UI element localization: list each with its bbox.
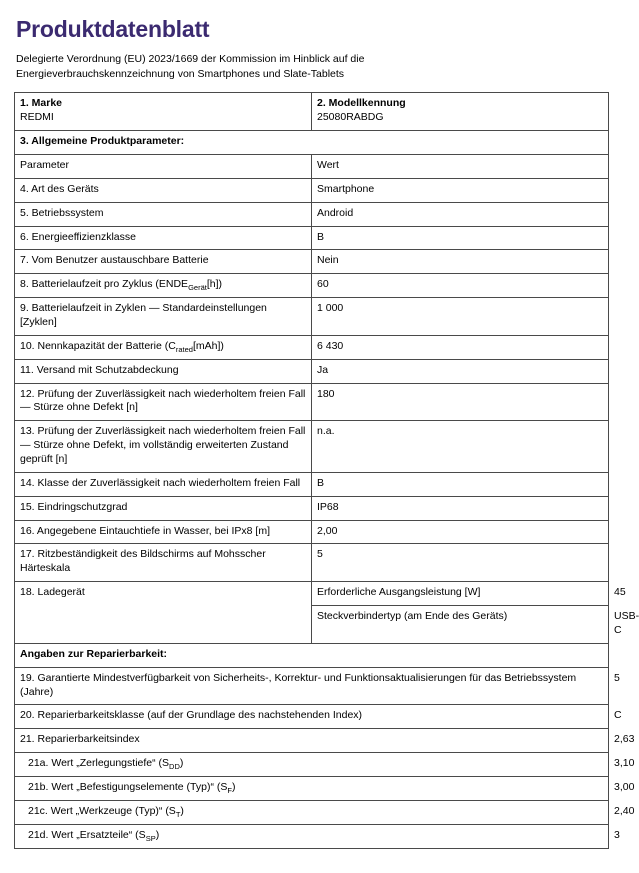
row-value: Android <box>312 202 609 226</box>
model-cell <box>312 93 609 131</box>
row-value: 6 430 <box>312 335 609 359</box>
table-row <box>15 383 609 421</box>
table-row-charger-connector: Steckverbindertyp (am Ende des Geräts) USB-C <box>15 606 609 644</box>
table-row-section-general <box>15 131 609 155</box>
table-row <box>15 359 609 383</box>
row-label: 10. Nennkapazität der Batterie $(C_{rated}[mAh])$ <box>15 335 312 359</box>
product-data-table <box>14 92 639 848</box>
row-label: 19. Garantierte Mindestverfügbarkeit von Sicherheits-, Korrektur- und Funktionsaktualisierungen für das Betriebssystem (Jahre) <box>15 667 609 705</box>
charger-sub-label: Erforderliche Ausgangsleistung [W] <box>312 582 609 606</box>
row-value: 180 <box>312 383 609 421</box>
table-row <box>15 178 609 202</box>
row-value: 60 <box>312 274 609 298</box>
table-row <box>15 202 609 226</box>
row-value: 2,00 <box>312 520 609 544</box>
section-repair-header: Angaben zur Reparierbarkeit: <box>15 643 609 667</box>
column-header-parameter: Parameter <box>15 155 312 179</box>
row-label: 5. Betriebssystem <box>15 202 312 226</box>
table-row-column-headers <box>15 155 609 179</box>
row-label: 11. Versand mit Schutzabdeckung <box>15 359 312 383</box>
row-label: 21a. Wert „Zerlegungstiefe“ $(S_{DD})$ <box>15 753 609 777</box>
regulation-subtitle: Delegierte Verordnung (EU) 2023/1669 der Kommission im Hinblick auf die Energieverbrauchskennzeichnung von Smartphones und Slate-Tablets <box>16 53 365 81</box>
table-row <box>15 421 609 473</box>
row-label: 21b. Wert „Befestigungselemente (Typ)“ $(S_F)$ <box>15 776 609 800</box>
brand-cell <box>15 93 312 131</box>
row-label: 20. Reparierbarkeitsklasse (auf der Grundlage des nachstehenden Index) <box>15 705 609 729</box>
row-label: 13. Prüfung der Zuverlässigkeit nach wiederholtem freien Fall — Stürze ohne Defekt, im vollständig erweiterten Zustand geprüft [n] <box>15 421 312 473</box>
row-value: Ja <box>312 359 609 383</box>
table-row: 21b. Wert „Befestigungselemente (Typ)“ $(S_F)$ 3,00 <box>15 776 609 800</box>
row-label: 6. Energieeffizienzklasse <box>15 226 312 250</box>
table-body <box>15 93 639 848</box>
table-row <box>15 335 609 359</box>
table-row <box>15 226 609 250</box>
charger-label: 18. Ladegerät <box>15 582 312 644</box>
row-value: Nein <box>312 250 609 274</box>
row-label: 7. Vom Benutzer austauschbare Batterie <box>15 250 312 274</box>
row-label: 21d. Wert „Ersatzteile“ $(S_{SP})$ <box>15 824 609 848</box>
row-label: 8. Batterielaufzeit pro Zyklus $(ENDE_{Gerät}[h])$ <box>15 274 312 298</box>
table-row <box>15 298 609 336</box>
row-value: IP68 <box>312 496 609 520</box>
row-label: 9. Batterielaufzeit in Zyklen — Standardeinstellungen [Zyklen] <box>15 298 312 336</box>
row-label: 16. Angegebene Eintauchtiefe in Wasser, bei IPx8 [m] <box>15 520 312 544</box>
row-label: 12. Prüfung der Zuverlässigkeit nach wiederholtem freien Fall — Stürze ohne Defekt [n] <box>15 383 312 421</box>
row-label: 17. Ritzbeständigkeit des Bildschirms auf Mohsscher Härteskala <box>15 544 312 582</box>
row-label: 14. Klasse der Zuverlässigkeit nach wiederholtem freien Fall <box>15 472 312 496</box>
page-title: Produktdatenblatt <box>16 16 210 42</box>
row-label: 15. Eindringschutzgrad <box>15 496 312 520</box>
row-value: 5 <box>312 544 609 582</box>
brand-value: REDMI <box>20 111 54 124</box>
section-general-header: 3. Allgemeine Produktparameter: <box>15 131 609 155</box>
table-row-charger-output: 18. Ladegerät Erforderliche Ausgangsleistung [W] 45 <box>15 582 609 606</box>
row-label: 21. Reparierbarkeitsindex <box>15 729 609 753</box>
row-value: B <box>312 226 609 250</box>
model-value: 25080RABDG <box>317 111 384 124</box>
table-row <box>15 496 609 520</box>
charger-sub-label: Steckverbindertyp (am Ende des Geräts) <box>312 606 609 644</box>
table-row: 21a. Wert „Zerlegungstiefe“ $(S_{DD})$ 3,10 <box>15 753 609 777</box>
table-row <box>15 274 609 298</box>
row-label: 21c. Wert „Werkzeuge (Typ)“ $(S_T)$ <box>15 800 609 824</box>
row-value: Smartphone <box>312 178 609 202</box>
table-row-section-repair <box>15 643 609 667</box>
table-row <box>15 250 609 274</box>
table-row-brand-model <box>15 93 609 131</box>
table-row <box>15 520 609 544</box>
table-row: 20. Reparierbarkeitsklasse (auf der Grundlage des nachstehenden Index) C <box>15 705 609 729</box>
row-value: 1 000 <box>312 298 609 336</box>
table-row <box>15 544 609 582</box>
table-row: 19. Garantierte Mindestverfügbarkeit von Sicherheits-, Korrektur- und Funktionsaktualisierungen für das Betriebssystem (Jahre) 5 <box>15 667 609 705</box>
row-label: 4. Art des Geräts <box>15 178 312 202</box>
table-row: 21. Reparierbarkeitsindex 2,63 <box>15 729 609 753</box>
row-value: B <box>312 472 609 496</box>
column-header-value: Wert <box>312 155 609 179</box>
brand-label: 1. Marke <box>20 97 63 110</box>
table-row <box>15 472 609 496</box>
model-label: 2. Modellkennung <box>317 97 406 110</box>
row-value: n.a. <box>312 421 609 473</box>
table-row: 21d. Wert „Ersatzteile“ $(S_{SP})$ 3 <box>15 824 609 848</box>
table-row: 21c. Wert „Werkzeuge (Typ)“ $(S_T)$ 2,40 <box>15 800 609 824</box>
